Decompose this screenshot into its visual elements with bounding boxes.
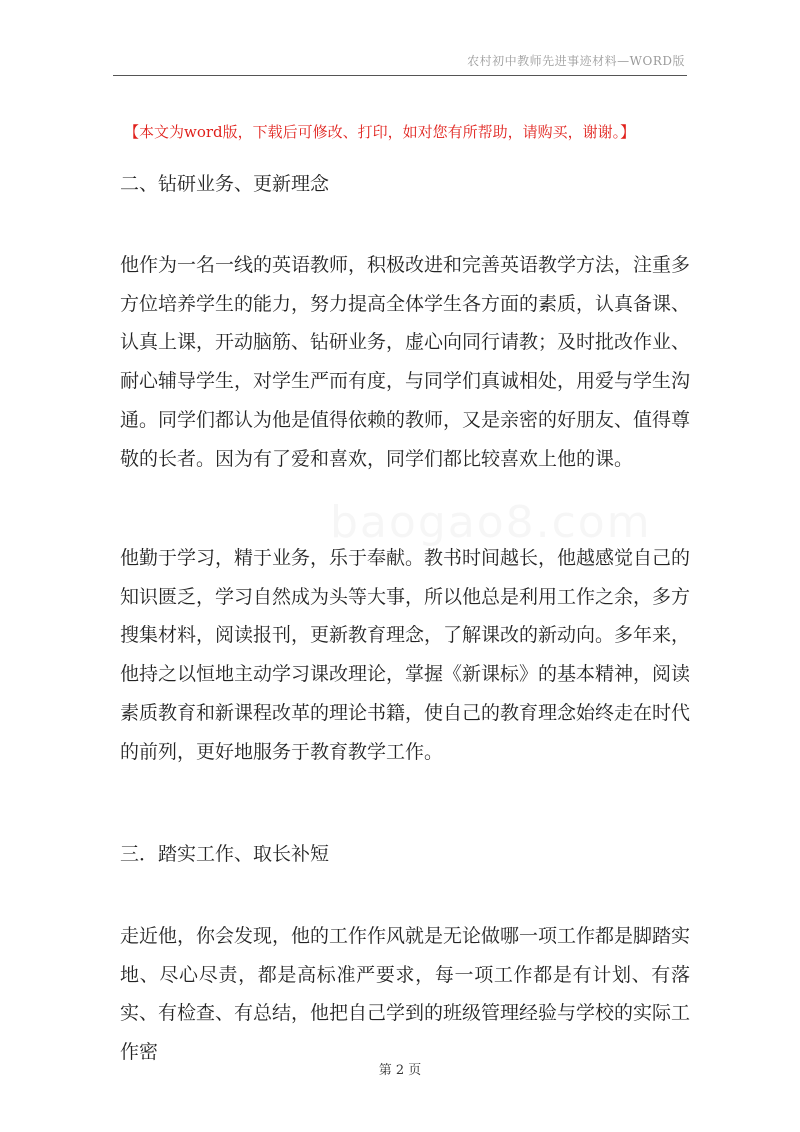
- paragraph-1: 他作为一名一线的英语教师，积极改进和完善英语教学方法，注重多方位培养学生的能力，努力提高全体学生各方面的素质，认真备课、认真上课，开动脑筋、钻研业务，虚心向同行请教；及时批改作业、耐心辅导学生，对学生严而有度，与同学们真诚相处，用爱与学生沟通。同学们都认为他是值得依赖的教师，又是亲密的好朋友、值得尊敬的长者。因为有了爱和喜欢，同学们都比较喜欢上他的课。: [120, 254, 691, 470]
- paragraph-2: 他勤于学习，精于业务，乐于奉献。教书时间越长，他越感觉自己的知识匮乏，学习自然成为头等大事，所以他总是利用工作之余，多方搜集材料，阅读报刊，更新教育理念，了解课改的新动向。多年来，他持之以恒地主动学习课改理论，掌握《新课标》的基本精神，阅读素质教育和新课程改革的理论书籍，使自己的教育理念始终走在时代的前列，更好地服务于教育教学工作。: [120, 547, 691, 763]
- watermark: baogao8.com: [330, 497, 652, 548]
- paragraph-3: 走近他，你会发现，他的工作作风就是无论做哪一项工作都是脚踏实地、尽心尽责，都是高标准严要求，每一项工作都是有计划、有落实、有检查、有总结，他把自己学到的班级管理经验与学校的实际工作密: [120, 925, 691, 1064]
- download-notice: 【本文为word版，下载后可修改、打印，如对您有所帮助，请购买，谢谢。】: [124, 123, 636, 141]
- header-divider: [113, 75, 687, 76]
- section-heading-3: 三．踏实工作、取长补短: [120, 843, 330, 865]
- page-number: 第 2 页: [378, 1063, 422, 1078]
- section-heading-2: 二、钻研业务、更新理念: [120, 173, 330, 195]
- header-title: 农村初中教师先进事迹材料—WORD版: [467, 54, 685, 68]
